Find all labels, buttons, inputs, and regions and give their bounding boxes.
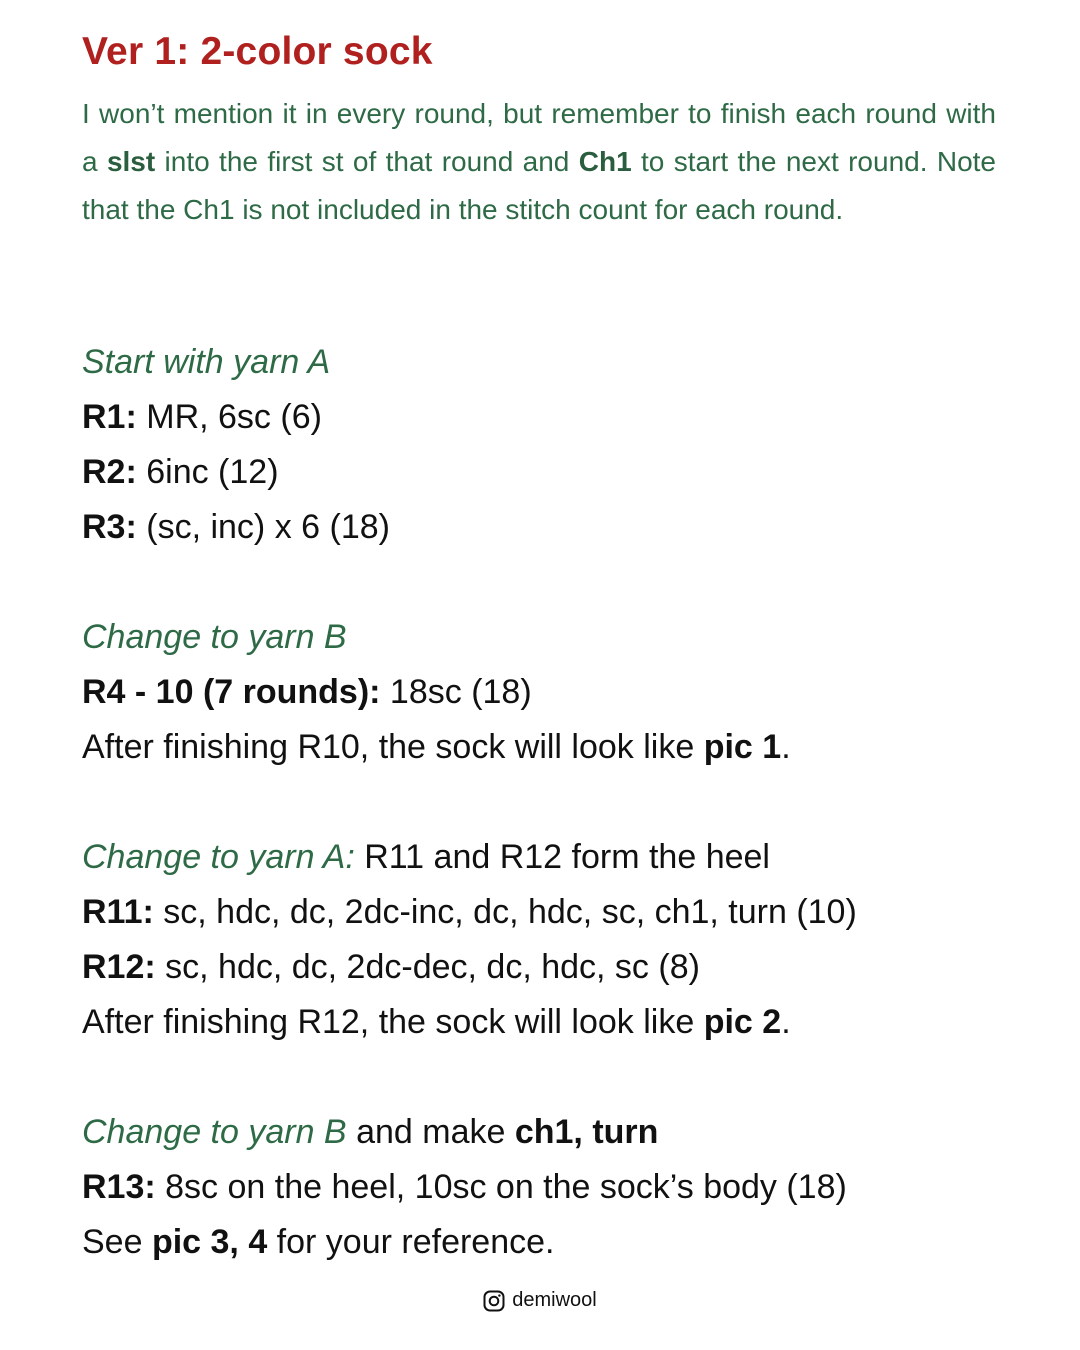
section-heading-change-yarn-b-2 [82, 1110, 658, 1154]
section-heading-rest: R11 and R12 form the heel [354, 838, 770, 876]
section-heading-mid: and make [346, 1113, 515, 1151]
round-label: R2: [82, 453, 137, 491]
intro-text-2: into the first st of that round and [155, 146, 579, 177]
section-heading-start-yarn-a: Start with yarn A [82, 343, 331, 381]
instagram-icon [483, 1290, 505, 1312]
note-text-end: . [781, 1003, 791, 1041]
footer-credit [0, 1289, 1080, 1312]
intro-ch1: Ch1 [578, 146, 632, 177]
section-heading-change-yarn-a [82, 835, 770, 879]
round-text: (sc, inc) x 6 (18) [136, 508, 390, 546]
round-label: R13: [82, 1168, 156, 1206]
round-r2 [82, 450, 279, 494]
pic-reference: pic 3, 4 [151, 1223, 268, 1261]
page-title: Ver 1: 2-color sock [82, 30, 433, 73]
note-text: See [82, 1223, 152, 1261]
pic-reference: pic 1 [703, 728, 782, 766]
instagram-handle[interactable]: demiwool [512, 1289, 597, 1311]
note-text: After finishing R12, the sock will look like [82, 1003, 704, 1041]
section-heading-label: Change to yarn B [82, 1113, 347, 1151]
round-label: R11: [82, 893, 154, 931]
note-pic-3-4 [82, 1220, 554, 1264]
round-label: R12: [82, 948, 156, 986]
intro-slst: slst [106, 146, 156, 177]
intro-text-3: to start the next round. Note that the Ch1 is not included in the stitch count for each round. [82, 146, 996, 225]
intro-paragraph [82, 90, 996, 234]
intro-text-1: I won’t mention it in every round, but remember to finish each round with a [82, 98, 996, 177]
section-heading-label: Change to yarn A: [82, 838, 355, 876]
note-text-end: for your reference. [267, 1223, 555, 1261]
section-heading-bold: ch1, turn [514, 1113, 659, 1151]
round-r1 [82, 395, 322, 439]
round-label: R1: [82, 398, 137, 436]
round-r4-10 [82, 670, 532, 714]
note-pic-1 [82, 725, 791, 769]
round-r13 [82, 1165, 847, 1209]
round-text: MR, 6sc (6) [136, 398, 322, 436]
note-pic-2 [82, 1000, 791, 1044]
round-text: 18sc (18) [380, 673, 532, 711]
round-label: R3: [82, 508, 137, 546]
note-text-end: . [781, 728, 791, 766]
section-heading-change-yarn-b: Change to yarn B [82, 618, 347, 656]
round-text: 8sc on the heel, 10sc on the sock’s body (18) [155, 1168, 847, 1206]
pic-reference: pic 2 [703, 1003, 782, 1041]
round-text: sc, hdc, dc, 2dc-dec, dc, hdc, sc (8) [155, 948, 700, 986]
round-r3 [82, 505, 390, 549]
round-text: sc, hdc, dc, 2dc-inc, dc, hdc, sc, ch1, turn (10) [153, 893, 857, 931]
note-text: After finishing R10, the sock will look like [82, 728, 704, 766]
round-r11 [82, 890, 857, 934]
round-label: R4 - 10 (7 rounds): [82, 673, 381, 711]
round-text: 6inc (12) [136, 453, 279, 491]
round-r12 [82, 945, 700, 989]
